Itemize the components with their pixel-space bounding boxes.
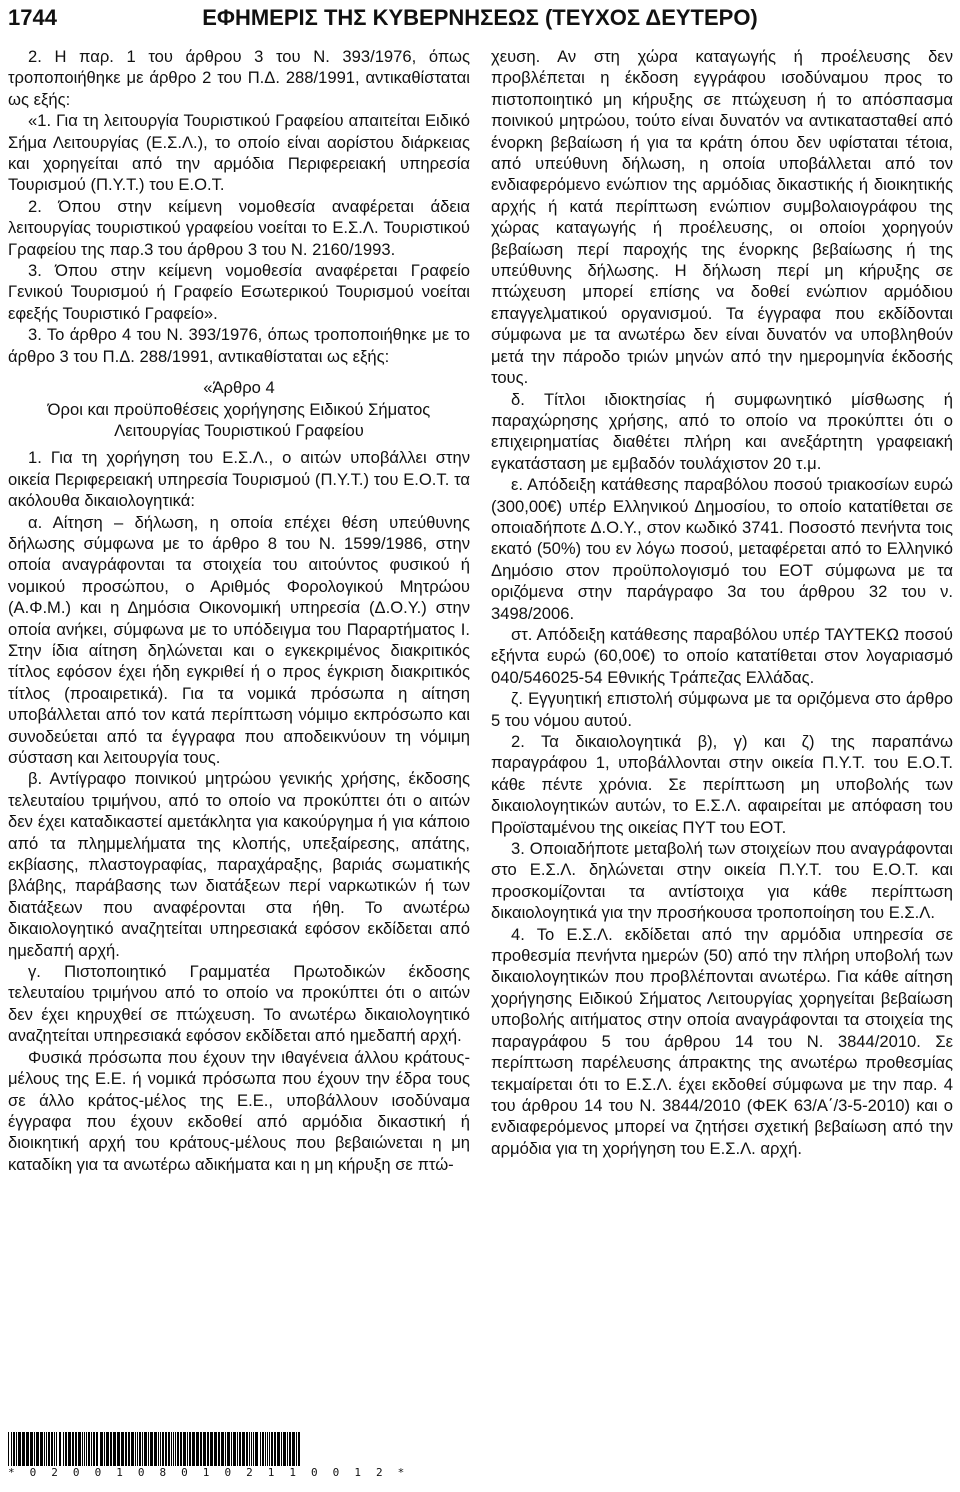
barcode-bar	[26, 1432, 29, 1466]
barcode-bar	[150, 1432, 153, 1466]
barcode-bar	[237, 1432, 238, 1466]
barcode-bar	[180, 1432, 182, 1466]
gazette-title: ΕΦΗΜΕΡΙΣ ΤΗΣ ΚΥΒΕΡΝΗΣΕΩΣ (ΤΕΥΧΟΣ ΔΕΥΤΕΡΟ)	[202, 5, 758, 30]
barcode-bar	[142, 1432, 143, 1466]
paragraph: χευση. Αν στη χώρα καταγωγής ή προέλευσης δεν προβλέπεται η έκδοση εγγράφου ισοδύναμου προς το πιστοποιητικό μη κήρυξης σε πτώχευση ή το απόσπασμα ποινικού μητρώου, τούτο είναι δυνατόν να αντικατασταθεί από ένορκη βεβαίωση ή για τα κράτη όπου δεν υφίσταται τέτοια, από υπεύθυνη δήλωση, η οποία υποβάλλεται από τον ενδιαφερόμενο ενώπιον της αρμόδιας δικαστικής ή διοικητικής αρχής ή κατά περίπτωση ενώπιον συμβολαιογράφου της χώρας καταγωγής ή προέλευσης, οι οποίοι χορηγούν βεβαίωση περί παροχής της ένορκης βεβαίωσης ή της υπεύθυνης δήλωσης. Η δήλωση περί μη κήρυξης σε πτώχευση μπορεί επίσης να δοθεί ενώπιον αρμόδιου επαγγελματικού οργανισμού. Τα έγγραφα που εκδίδονται σύμφωνα με τα ανωτέρω δεν είναι δυνατόν να υποβληθούν μετά την πάροδο τριών μηνών από την ημερομηνία έκδοσής τους.	[491, 47, 953, 388]
barcode-bar	[96, 1432, 98, 1466]
barcode-bar	[189, 1432, 191, 1466]
paragraph: 2. Η παρ. 1 του άρθρου 3 του Ν. 393/1976, όπως τροποποιήθηκε με άρθρο 2 του Π.Δ. 288/1991, αντικαθίσταται ως εξής:	[8, 47, 470, 109]
barcode-bar	[22, 1432, 25, 1466]
barcode-bar	[183, 1432, 186, 1466]
barcode-bar	[104, 1432, 105, 1466]
barcode-bar	[48, 1432, 50, 1466]
paragraph: γ. Πιστοποιητικό Γραμματέα Πρωτοδικών έκδοσης τελευταίου τριμήνου από το οποίο να προκύπτει ότι ο αιτών δεν έχει κηρυχθεί σε πτώχευση. Το ανωτέρω δικαιολογητικό αναζητείται υπηρεσιακά εφόσον εκδίδεται από ημεδαπή αρχή.	[8, 962, 470, 1046]
barcode-bar	[86, 1432, 87, 1466]
barcode-bar	[16, 1432, 17, 1466]
barcode-bar	[100, 1432, 103, 1466]
barcode-bar	[65, 1432, 67, 1466]
barcode-bar	[281, 1432, 282, 1466]
barcode-bar	[78, 1432, 81, 1466]
barcode-bar	[84, 1432, 85, 1466]
barcode-bar	[225, 1432, 226, 1466]
paragraph: β. Αντίγραφο ποινικού μητρώου γενικής χρήσης, έκδοσης τελευταίου τριμήνου, από το οποίο να προκύπτει ότι ο αιτών δεν έχει καταδικαστεί αμετάκλητα για κακούργημα ή για κάποιο από τα πλημμελήματα της κλοπής, υπεξαίρεσης, απάτης, εκβίασης, πλαστογραφίας, παραχάραξης, βαριάς σωματικής βλάβης, παράβασης των διατάξεων περί ναρκωτικών ή των διατάξεων που αναφέρονται στα ήθη. Το ανωτέρω δικαιολογητικό αναζητείται υπηρεσιακά εφόσον εκδίδεται από ημεδαπή αρχή.	[8, 769, 470, 960]
paragraph: Φυσικά πρόσωπα που έχουν την ιθαγένεια άλλου κράτους-μέλους της Ε.Ε. ή νομικά πρόσωπα που έχουν την έδρα τους σε άλλο κράτος-μέλος της Ε.Ε., υποβάλλουν ισοδύναμα έγγραφα που έχουν εκδοθεί από αρμόδια δικαστική ή διοικητική αρχή του κράτους-μέλους που βεβαιώνεται η μη καταδίκη για τα ανωτέρω αδικήματα και η μη κήρυξη σε πτώ-	[8, 1047, 470, 1174]
barcode-bar	[231, 1432, 232, 1466]
barcode-bar	[218, 1432, 220, 1466]
barcode-bar	[154, 1432, 157, 1466]
barcode-bar	[287, 1432, 288, 1466]
barcode-bar	[277, 1432, 280, 1466]
barcode-bar	[56, 1432, 57, 1466]
barcode-bar	[91, 1432, 92, 1466]
barcode-bars	[8, 1432, 300, 1466]
paragraph: «1. Για τη λειτουργία Τουριστικού Γραφείου απαιτείται Ειδικό Σήμα Λειτουργίας (Ε.Σ.Λ.), το οποίο είναι αορίστου διάρκειας και χορηγείται από την αρμόδια Περιφερειακή υπηρεσία Τουρισμού (Π.Υ.Τ.) του Ε.Ο.Τ.	[8, 111, 470, 195]
barcode-bar	[246, 1432, 248, 1466]
paragraph: 4. Το Ε.Σ.Λ. εκδίδεται από την αρμόδια υπηρεσία σε προθεσμία πενήντα ημερών (50) από την πλήρη υποβολή των δικαιολογητικών που προβλέπονται ανωτέρω. Για κάθε αίτηση χορήγησης Ειδικού Σήματος Λειτουργίας χορηγείται βεβαίωση υποβολής αιτήματος στην οποία αναγράφονται τα στοιχεία της παραγράφου 5 του άρθρου 14 του Ν. 3844/2010. Σε περίπτωση παρέλευσης άπρακτης της ανωτέρω προθεσμίας τεκμαίρεται ότι το Ε.Σ.Λ. έχει εκδοθεί σύμφωνα με την παρ. 4 του άρθρου 14 του Ν. 3844/2010 (ΦΕΚ 63/Α΄/3-5-2010) και ο ενδιαφερόμενος μπορεί να ζητήσει σχετική βεβαίωση από την αρμόδια για τη χορήγηση του Ε.Σ.Λ. αρχή.	[491, 924, 953, 1158]
barcode-bar	[121, 1432, 124, 1466]
barcode-bar	[175, 1432, 176, 1466]
barcode-bar	[260, 1432, 261, 1466]
barcode-bar	[117, 1432, 120, 1466]
page-header	[0, 0, 960, 40]
barcode-bar	[173, 1432, 174, 1466]
page-number: 1744	[8, 5, 57, 30]
barcode-bar	[203, 1432, 206, 1466]
barcode-bar	[8, 1432, 9, 1466]
barcode-bar	[113, 1432, 116, 1466]
barcode-bar	[214, 1432, 217, 1466]
barcode-bar	[233, 1432, 236, 1466]
barcode-bar	[46, 1432, 47, 1466]
barcode-bar	[253, 1432, 254, 1466]
barcode-bar	[283, 1432, 286, 1466]
barcode-bar	[192, 1432, 195, 1466]
barcode-bar	[269, 1432, 270, 1466]
barcode-bar	[131, 1432, 134, 1466]
barcode-bar	[11, 1432, 12, 1466]
barcode-bar	[289, 1432, 291, 1466]
barcode-bar	[59, 1432, 61, 1466]
barcode-bar	[68, 1432, 71, 1466]
barcode-bar	[196, 1432, 199, 1466]
barcode-bar	[36, 1432, 39, 1466]
barcode-bar	[88, 1432, 90, 1466]
paragraph: 3. Όπου στην κείμενη νομοθεσία αναφέρεται Γραφείο Γενικού Τουρισμού ή Γραφείο Εσωτερικού Τουρισμού νοείται εφεξής Τουριστικό Γραφείο».	[8, 261, 470, 323]
barcode-bar	[265, 1432, 266, 1466]
barcode-bar	[30, 1432, 33, 1466]
barcode-bar	[221, 1432, 224, 1466]
barcode-bar	[227, 1432, 230, 1466]
barcode-bar	[144, 1432, 147, 1466]
barcode-bar	[242, 1432, 245, 1466]
paragraph: α. Αίτηση – δήλωση, η οποία επέχει θέση υπεύθυνης δήλωσης σύμφωνα με το άρθρο 8 του Ν. 1599/1986, στην οποία αναγράφονται τα στοιχεία του αιτούντος φυσικού ή νομικού προσώπου, ο Αριθμός Φορολογικού Μητρώου (Α.Φ.Μ.) και η Δημόσια Οικονομική υπηρεσία (Δ.Ο.Υ.) στην οποία ανήκει, σύμφωνα με το υπόδειγμα του Παραρτήματος Ι. Στην ίδια αίτηση δηλώνεται και ο εγκεκριμένος διακριτικός τίτλος εφόσον έχει ήδη εγκριθεί ή ο προς έγκριση διακριτικός τίτλος (προαιρετικά). Για τα νομικά πρόσωπα η αίτηση υποβάλλεται από τον κατά περίπτωση νόμιμο εκπρόσωπο και συνοδεύεται από τα έγγραφα που αποδεικνύουν τη νόμιμη σύσταση και λειτουργία τους.	[8, 512, 470, 767]
barcode	[8, 1432, 409, 1479]
left-column	[8, 46, 470, 1175]
barcode-bar	[13, 1432, 15, 1466]
barcode-bar	[210, 1432, 213, 1466]
barcode-bar	[54, 1432, 55, 1466]
barcode-bar	[75, 1432, 77, 1466]
barcode-bar	[262, 1432, 264, 1466]
barcode-bar	[34, 1432, 35, 1466]
barcode-bar	[200, 1432, 202, 1466]
barcode-bar	[168, 1432, 170, 1466]
paragraph: ε. Απόδειξη κατάθεσης παραβόλου ποσού τριακοσίων ευρώ (300,00€) υπέρ Ελληνικού Δημοσίου, το οποίο κατατίθεται σε οποιαδήποτε Δ.Ο.Υ., στον κωδικό 3741. Ποσοστό πενήντα τοις εκατό (50%) του εν λόγω ποσού, μεταφέρεται από το Ελληνικό Δημόσιο στον προϋπολογισμό του ΕΟΤ σύμφωνα με τα οριζόμενα στην παράγραφο 3α του άρθρου 32 του ν. 3498/2006.	[491, 475, 953, 623]
article-heading: «Άρθρο 4	[203, 378, 275, 398]
barcode-bar	[93, 1432, 95, 1466]
barcode-bar	[148, 1432, 149, 1466]
barcode-bar	[63, 1432, 64, 1466]
barcode-number: * 0 2 0 0 1 0 8 0 1 0 2 1 1 0 0 1 2 *	[8, 1466, 409, 1479]
barcode-bar	[274, 1432, 276, 1466]
barcode-bar	[18, 1432, 21, 1466]
barcode-bar	[40, 1432, 43, 1466]
paragraph: δ. Τίτλοι ιδιοκτησίας ή συμφωνητικό μίσθωσης ή παραχώρησης χρήσης, από το οποίο να προκύπτει ότι ο επιχειρηματίας διαθέτει πλήρη και ανεξάρτητη γραφειακή εγκατάσταση με εμβαδόν τουλάχιστον 20 τ.μ.	[491, 389, 953, 473]
barcode-bar	[296, 1432, 297, 1466]
barcode-bar	[298, 1432, 300, 1466]
barcode-bar	[137, 1432, 138, 1466]
barcode-bar	[82, 1432, 83, 1466]
barcode-bar	[72, 1432, 74, 1466]
barcode-bar	[271, 1432, 273, 1466]
paragraph: 1. Για τη χορήγηση του Ε.Σ.Λ., ο αιτών υποβάλλει στην οικεία Περιφερειακή υπηρεσία Τουρισμού (Π.Υ.Τ.) του Ε.Ο.Τ. τα ακόλουθα δικαιολογητικά:	[8, 448, 470, 511]
paragraph: 2. Όπου στην κείμενη νομοθεσία αναφέρεται άδεια λειτουργίας τουριστικού γραφείου νοείται το Ε.Σ.Λ. Τουριστικού Γραφείου της παρ.3 του άρθρου 3 του Ν. 2160/1993.	[8, 196, 470, 259]
barcode-bar	[239, 1432, 241, 1466]
barcode-bar	[251, 1432, 252, 1466]
barcode-bar	[135, 1432, 136, 1466]
barcode-bar	[171, 1432, 172, 1466]
barcode-bar	[187, 1432, 188, 1466]
paragraph: στ. Απόδειξη κατάθεσης παραβόλου υπέρ ΤΑΥΤΕΚΩ ποσού εξήντα ευρώ (60,00€) το οποίο κατατίθεται στον λογαριασμό 040/546025-54 Εθνικής Τράπεζας Ελλάδας.	[491, 624, 953, 687]
paragraph: 2. Τα δικαιολογητικά β), γ) και ζ) της παραπάνω παραγράφου 1, υποβάλλονται στην οικεία Π.Υ.Τ. του Ε.Ο.Τ. κάθε πέντε χρόνια. Σε περίπτωση μη υποβολής των δικαιολογητικών αυτών, το Ε.Σ.Λ. αφαιρείται με απόφαση του Προϊσταμένου της οικείας ΠΥΤ του ΕΟΤ.	[491, 732, 953, 837]
barcode-bar	[292, 1432, 295, 1466]
barcode-bar	[267, 1432, 268, 1466]
barcode-bar	[110, 1432, 112, 1466]
right-column	[491, 46, 953, 1159]
paragraph: 3. Το άρθρο 4 του Ν. 393/1976, όπως τροποποιήθηκε με το άρθρο 3 του Π.Δ. 288/1991, αντικαθίσταται ως εξής:	[8, 325, 470, 366]
barcode-bar	[255, 1432, 258, 1466]
barcode-bar	[51, 1432, 53, 1466]
barcode-bar	[160, 1432, 161, 1466]
barcode-bar	[128, 1432, 130, 1466]
barcode-bar	[207, 1432, 209, 1466]
barcode-bar	[162, 1432, 164, 1466]
barcode-bar	[125, 1432, 127, 1466]
barcode-bar	[158, 1432, 159, 1466]
paragraph: 3. Οποιαδήποτε μεταβολή των στοιχείων που αναγράφονται στο Ε.Σ.Λ. δηλώνεται στην οικεία Π.Υ.Τ. του Ε.Ο.Τ. και προσκομίζονται τα αντίστοιχα για κάθε περίπτωση δικαιολογητικά για την προσήκουσα τροποποίηση του Ε.Σ.Λ.	[491, 839, 953, 923]
article-subtitle: Όροι και προϋποθέσεις χορήγησης Ειδικού Σήματος Λειτουργίας Τουριστικού Γραφείου	[47, 399, 431, 440]
paragraph: ζ. Εγγυητική επιστολή σύμφωνα με τα οριζόμενα στο άρθρο 5 του νόμου αυτού.	[491, 689, 953, 730]
barcode-bar	[139, 1432, 141, 1466]
barcode-bar	[249, 1432, 250, 1466]
barcode-bar	[177, 1432, 179, 1466]
barcode-bar	[106, 1432, 109, 1466]
barcode-bar	[44, 1432, 45, 1466]
barcode-bar	[165, 1432, 167, 1466]
